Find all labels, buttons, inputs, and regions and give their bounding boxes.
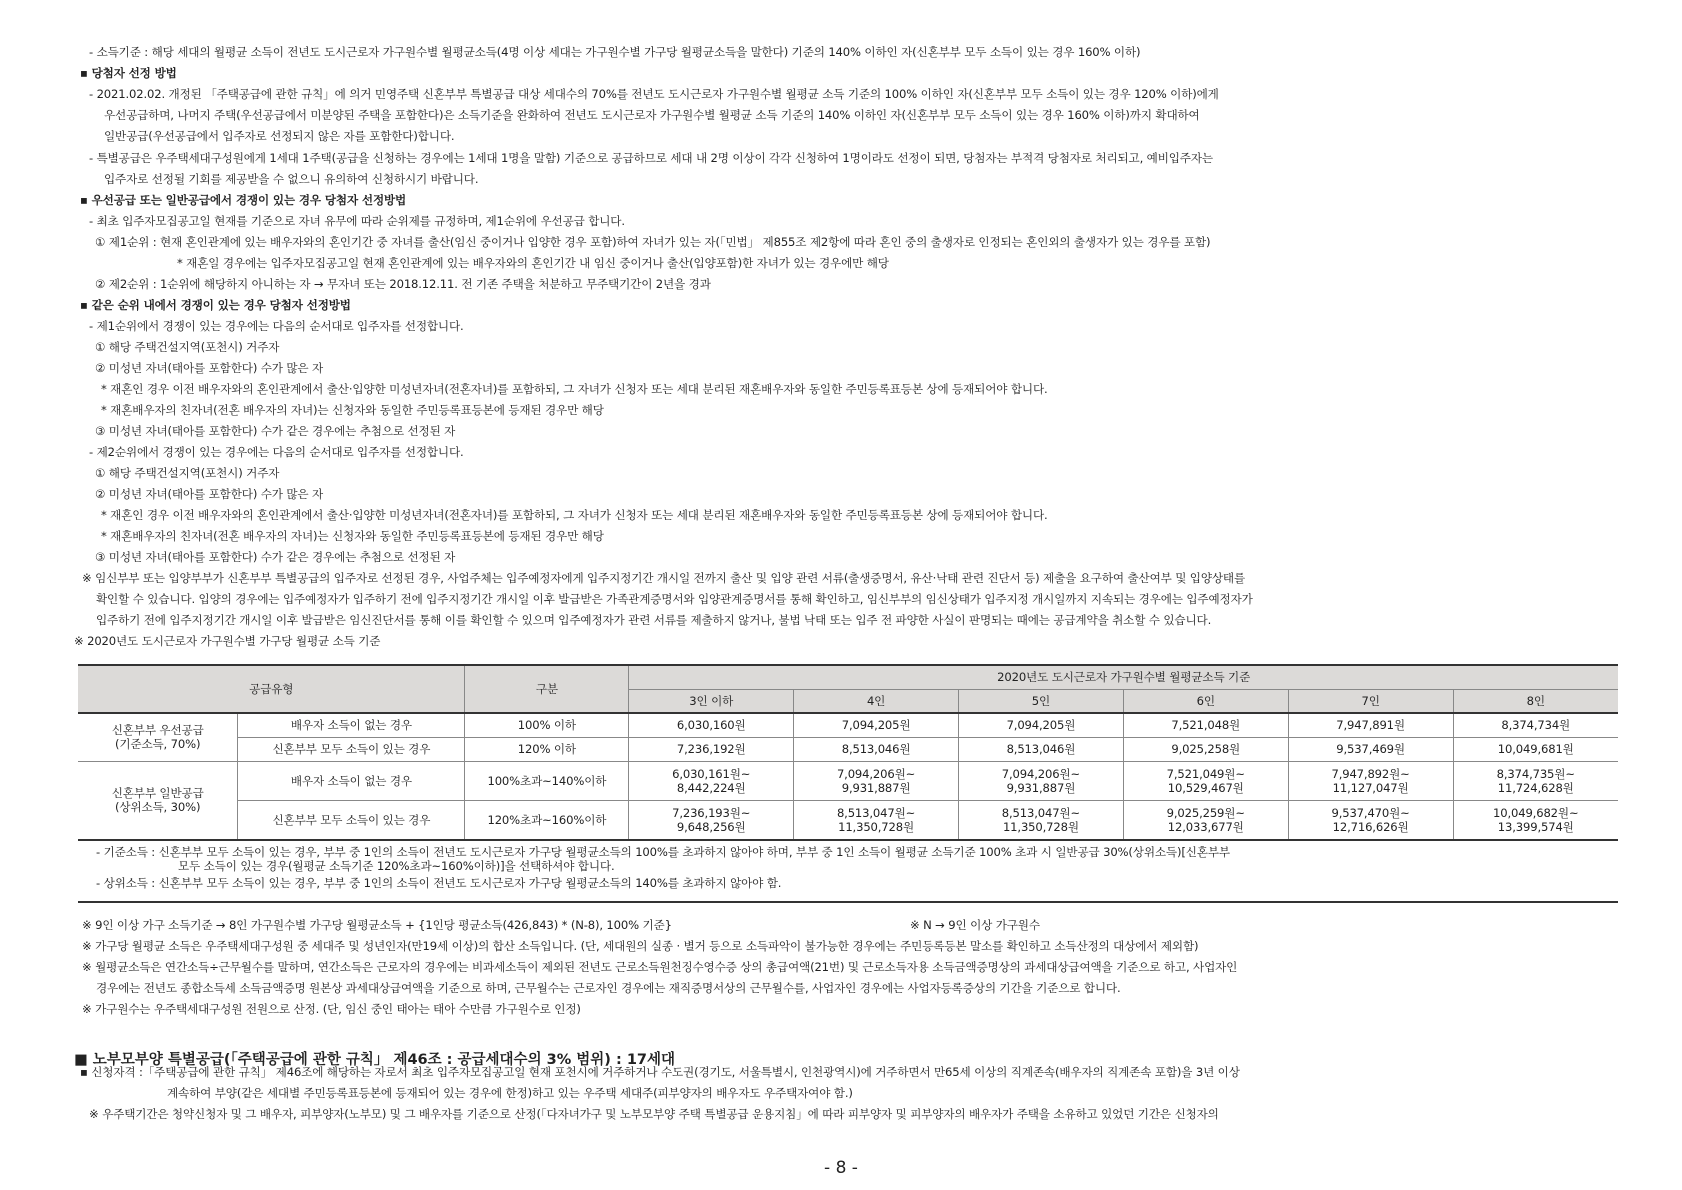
section-heading: ▪ 같은 순위 내에서 경쟁이 있는 경우 당첨자 선정방법	[80, 298, 351, 312]
text-line: ① 해당 주택건설지역(포천시) 거주자	[95, 340, 280, 354]
supply-group-name: 신혼부부 일반공급	[111, 786, 204, 801]
division: 120% 이하	[465, 737, 629, 761]
income-value: 10,049,682원~	[1493, 805, 1579, 820]
sub-type: 배우자 소득이 없는 경우	[238, 761, 465, 800]
text-line: - 제1순위에서 경쟁이 있는 경우에는 다음의 순서대로 입주자를 선정합니다.	[89, 319, 464, 333]
income-cell	[629, 800, 794, 840]
income-value: 8,442,224원	[676, 780, 746, 795]
text-line: - 2021.02.02. 개정된 「주택공급에 관한 규칙」에 의거 민영주택 신혼부부 특별공급 대상 세대수의 70%를 전년도 도시근로자 가구원수별 월평균 소득 기준의 100% 이하인 자(신혼부부 모두 소득이 있는 경우 120% 이하)에게	[89, 87, 1219, 101]
section-heading: ▪ 우선공급 또는 일반공급에서 경쟁이 있는 경우 당첨자 선정방법	[80, 193, 407, 207]
header-col-3: 3인 이하	[629, 689, 794, 713]
income-value: 7,094,205원	[1006, 718, 1076, 733]
sub-type: 신혼부부 모두 소득이 있는 경우	[238, 800, 465, 840]
text-line: * 재혼인 경우 이전 배우자와의 혼인관계에서 출산·입양한 미성년자녀(전혼자녀)를 포함하되, 그 자녀가 신청자 또는 세대 분리된 재혼배우자와 동일한 주민등록표등본 상에 등재되어야 합니다.	[101, 382, 1048, 396]
text-line: ※ 우주택기간은 청약신청자 및 그 배우자, 피부양자(노부모) 및 그 배우자를 기준으로 산정(「다자녀가구 및 노부모부양 주택 특별공급 운용지침」에 따라 피부양자 및 피부양자의 배우자가 주택을 소유하고 있었던 기간은 신청자의	[89, 1107, 1219, 1121]
section-title: ■ 노부모부양 특별공급(「주택공급에 관한 규칙」 제46조 : 공급세대수의 3% 범위) : 17세대	[74, 1052, 676, 1068]
header-division: 구분	[465, 665, 629, 713]
text-line: - 소득기준 : 해당 세대의 월평균 소득이 전년도 도시근로자 가구원수별 월평균소득(4명 이상 세대는 가구원수별 가구당 월평균소득을 말한다) 기준의 140% 이하인 자(신혼부부 모두 소득이 있는 경우 160% 이하)	[89, 45, 1141, 59]
supply-group-label	[78, 713, 238, 761]
supply-group-label	[78, 761, 238, 840]
income-value: 7,521,049원~	[1166, 766, 1245, 781]
income-cell	[1288, 800, 1453, 840]
text-line: ③ 미성년 자녀(태아를 포함한다) 수가 같은 경우에는 추첨으로 선정된 자	[95, 424, 456, 438]
text-line: 입주자로 선정될 기회를 제공받을 수 없으니 유의하여 신청하시기 바랍니다.	[104, 172, 479, 186]
text-line: ▪ 신청자격 :「주택공급에 관한 규칙」 제46조에 해당하는 자로서 최초 입주자모집공고일 현재 포천시에 거주하거나 수도권(경기도, 서울특별시, 인천광역시)에 거주하면서 만65세 이상의 직계존속(배우자의 직계존속 포함)을 3년 이상	[80, 1065, 1240, 1079]
section-heading: ▪ 당첨자 선정 방법	[80, 66, 177, 80]
income-value: 7,521,048원	[1171, 718, 1241, 733]
header-supply-type: 공급유형	[78, 665, 465, 713]
text-line: 일반공급(우선공급에서 입주자로 선정되지 않은 자를 포함한다)합니다.	[104, 129, 455, 143]
income-value: 7,947,891원	[1336, 718, 1405, 733]
supply-group-ratio: (상위소득, 30%)	[114, 800, 201, 815]
income-value: 10,049,681원	[1497, 742, 1574, 756]
table-row	[78, 761, 1618, 800]
text-line: * 재혼배우자의 친자녀(전혼 배우자의 자녀)는 신청자와 동일한 주민등록표등본에 등재된 경우만 해당	[101, 529, 604, 543]
table-row	[78, 713, 1618, 737]
income-cell	[1453, 713, 1618, 737]
income-cell	[794, 737, 959, 761]
division: 100% 이하	[465, 713, 629, 737]
income-cell	[1288, 761, 1453, 800]
income-value: 9,931,887원	[841, 780, 911, 795]
income-cell	[794, 800, 959, 840]
income-value: 9,648,256원	[676, 819, 746, 834]
income-value: 9,537,470원~	[1331, 805, 1410, 820]
text-line: ※ 가구원수는 우주택세대구성원 전원으로 산정. (단, 임신 중인 태아는 태아 수만큼 가구원수로 인정)	[82, 1002, 581, 1016]
text-line: * 재혼배우자의 친자녀(전혼 배우자의 자녀)는 신청자와 동일한 주민등록표등본에 등재된 경우만 해당	[101, 403, 604, 417]
header-col-4: 4인	[794, 689, 959, 713]
text-line: ② 제2순위 : 1순위에 해당하지 아니하는 자 → 무자녀 또는 2018.12.11. 전 기존 주택을 처분하고 무주택기간이 2년을 경과	[95, 277, 711, 291]
table-row	[78, 800, 1618, 840]
header-income-group: 2020년도 도시근로자 가구원수별 월평균소득 기준	[629, 665, 1618, 689]
supply-group-name: 신혼부부 우선공급	[111, 723, 204, 738]
income-cell	[629, 737, 794, 761]
page-number: - 8 -	[824, 1158, 858, 1178]
income-cell	[629, 713, 794, 737]
income-cell	[1288, 737, 1453, 761]
income-value: 8,513,046원	[841, 742, 911, 756]
table-note: - 기준소득 : 신혼부부 모두 소득이 있는 경우, 부부 중 1인의 소득이 전년도 도시근로자 가구당 월평균소득의 100%를 초과하지 않아야 하며, 부부 중 1인 소득이 월평균 소득기준 100% 초과 시 일반공급 30%(상위소득)[신혼부부	[96, 845, 1230, 859]
supply-group-ratio: (기준소득, 70%)	[114, 737, 201, 752]
text-line: ※ 가구당 월평균 소득은 우주택세대구성원 중 세대주 및 성년인자(만19세 이상)의 합산 소득입니다. (단, 세대원의 실종 · 별거 등으로 소득파악이 불가능한 경우에는 주민등록등본 말소를 확인하고 소득산정의 대상에서 제외함)	[82, 939, 1199, 953]
text-line: - 최초 입주자모집공고일 현재를 기준으로 자녀 유무에 따라 순위제를 규정하며, 제1순위에 우선공급 합니다.	[89, 214, 625, 228]
income-value: 11,350,728원	[1002, 819, 1079, 834]
income-cell	[959, 800, 1124, 840]
text-line: 경우에는 전년도 종합소득세 소득금액증명 원본상 과세대상급여액을 기준으로 하며, 근무월수는 근로자인 경우에는 재직증명서상의 근무월수를, 사업자인 경우에는 사업자등록증상의 기간을 기준으로 합니다.	[96, 981, 1121, 995]
header-col-6: 6인	[1123, 689, 1288, 713]
income-cell	[1453, 737, 1618, 761]
text-line: 계속하여 부양(같은 세대별 주민등록표등본에 등재되어 있는 경우에 한정)하고 있는 우주택 세대주(피부양자의 배우자도 우주택자여야 함.)	[167, 1086, 853, 1100]
income-cell	[1123, 761, 1288, 800]
income-table	[78, 664, 1618, 841]
income-value: 7,236,193원~	[672, 805, 751, 820]
text-line: ① 제1순위 : 현재 혼인관계에 있는 배우자와의 혼인기간 중 자녀를 출산(임신 중이거나 입양한 경우 포함)하여 자녀가 있는 자(「민법」 제855조 제2항에 따라 혼인 중의 출생자로 인정되는 혼인외의 출생자가 있는 경우를 포함)	[95, 235, 1211, 249]
income-value: 9,931,887원	[1006, 780, 1076, 795]
text-line: ※ 월평균소득은 연간소득÷근무월수를 말하며, 연간소득은 근로자의 경우에는 비과세소득이 제외된 전년도 근로소득원천징수영수증 상의 총급여액(21번) 및 근로소득자용 소득금액증명상의 과세대상급여액을 기준으로 하고, 사업자인	[82, 960, 1238, 974]
income-value: 6,030,161원~	[672, 766, 751, 781]
text-line: ※ 임신부부 또는 입양부부가 신혼부부 특별공급의 입주자로 선정된 경우, 사업주체는 입주예정자에게 입주지정기간 개시일 전까지 출산 및 입양 관련 서류(출생증명서, 유산·낙태 관련 진단서 등) 제출을 요구하여 출산여부 및 입양상태를	[82, 571, 1246, 585]
income-cell	[959, 713, 1124, 737]
income-cell	[1123, 713, 1288, 737]
table-note: - 상위소득 : 신혼부부 모두 소득이 있는 경우, 부부 중 1인의 소득이 전년도 도시근로자 가구당 월평균소득의 140%를 초과하지 않아야 함.	[96, 876, 782, 890]
text-line: 우선공급하며, 나머지 주택(우선공급에서 미분양된 주택을 포함한다)은 소득기준을 완화하여 전년도 도시근로자 가구원수별 월평균 소득 기준의 140% 이하인 자(신혼부부 모두 소득이 있는 경우 160% 이하)까지 확대하여	[104, 108, 1200, 122]
income-cell	[1453, 800, 1618, 840]
text-line: ① 해당 주택건설지역(포천시) 거주자	[95, 466, 280, 480]
income-value: 7,947,892원~	[1331, 766, 1410, 781]
text-line: 입주하기 전에 입주지정기간 개시일 이후 발급받은 임신진단서를 통해 이를 확인할 수 있으며 입주예정자가 관련 서류를 제출하지 않거나, 불법 낙태 또는 입주 전 파양한 사실이 판명되는 때에는 공급계약을 취소할 수 있습니다.	[96, 613, 1212, 627]
income-value: 12,716,626원	[1332, 819, 1409, 834]
text-line: ※ 2020년도 도시근로자 가구원수별 가구당 월평균 소득 기준	[74, 634, 381, 648]
income-value: 11,127,047원	[1332, 780, 1409, 795]
income-value: 12,033,677원	[1167, 819, 1244, 834]
income-cell	[1123, 800, 1288, 840]
income-value: 7,094,206원~	[1001, 766, 1081, 781]
text-line: ※ N → 9인 이상 가구원수	[910, 918, 1040, 932]
income-value: 11,724,628원	[1497, 780, 1574, 795]
income-value: 7,094,206원~	[836, 766, 916, 781]
text-line: * 재혼인 경우 이전 배우자와의 혼인관계에서 출산·입양한 미성년자녀(전혼자녀)를 포함하되, 그 자녀가 신청자 또는 세대 분리된 재혼배우자와 동일한 주민등록표등본 상에 등재되어야 합니다.	[101, 508, 1048, 522]
income-value: 7,236,192원	[676, 742, 746, 756]
income-value: 7,094,205원	[841, 718, 911, 733]
income-value: 10,529,467원	[1167, 780, 1244, 795]
income-cell	[1453, 761, 1618, 800]
text-line: 확인할 수 있습니다. 입양의 경우에는 입주예정자가 입주하기 전에 입주지정기간 개시일 이후 발급받은 가족관계증명서와 입양관계증명서를 통해 확인하고, 임신부부의 임신상태가 입주지정 개시일까지 지속되는 경우에는 입주예정자가	[96, 592, 1253, 606]
income-value: 6,030,160원	[676, 718, 746, 733]
sub-type: 배우자 소득이 없는 경우	[238, 713, 465, 737]
text-line: - 특별공급은 우주택세대구성원에게 1세대 1주택(공급을 신청하는 경우에는 1세대 1명을 말함) 기준으로 공급하므로 세대 내 2명 이상이 각각 신청하여 1명이라도 선정이 되면, 당첨자는 부적격 당첨자로 처리되고, 예비입주자는	[89, 151, 1213, 165]
text-line: ③ 미성년 자녀(태아를 포함한다) 수가 같은 경우에는 추첨으로 선정된 자	[95, 550, 456, 564]
header-col-5: 5인	[959, 689, 1124, 713]
income-value: 8,374,734원	[1501, 718, 1571, 733]
income-value: 9,537,469원	[1336, 742, 1405, 756]
income-value: 9,025,259원~	[1166, 805, 1245, 820]
income-cell	[794, 761, 959, 800]
income-value: 8,513,047원~	[1001, 805, 1081, 820]
income-value: 11,350,728원	[838, 819, 915, 834]
text-line: - 제2순위에서 경쟁이 있는 경우에는 다음의 순서대로 입주자를 선정합니다.	[89, 445, 464, 459]
table-row	[78, 737, 1618, 761]
text-line: ※ 9인 이상 가구 소득기준 → 8인 가구원수별 가구당 월평균소득 + {1인당 평균소득(426,843) * (N-8), 100% 기준}	[82, 918, 672, 932]
text-line: * 재혼일 경우에는 입주자모집공고일 현재 혼인관계에 있는 배우자와의 혼인기간 내 임신 중이거나 출산(입양포함)한 자녀가 있는 경우에만 해당	[177, 256, 889, 270]
income-value: 13,399,574원	[1497, 819, 1574, 834]
text-line: ② 미성년 자녀(태아를 포함한다) 수가 많은 자	[95, 361, 324, 375]
income-cell	[959, 761, 1124, 800]
income-cell	[629, 761, 794, 800]
division: 120%초과~160%이하	[465, 800, 629, 840]
income-value: 9,025,258원	[1171, 742, 1241, 756]
income-value: 8,374,735원~	[1496, 766, 1575, 781]
header-col-8: 8인	[1453, 689, 1618, 713]
table-note: 모두 소득이 있는 경우(월평균 소득기준 120%초과~160%이하)]을 선택하셔야 합니다.	[178, 859, 615, 873]
header-col-7: 7인	[1288, 689, 1453, 713]
income-value: 8,513,047원~	[836, 805, 916, 820]
income-cell	[1123, 737, 1288, 761]
income-cell	[959, 737, 1124, 761]
income-cell	[794, 713, 959, 737]
division: 100%초과~140%이하	[465, 761, 629, 800]
income-value: 8,513,046원	[1006, 742, 1076, 756]
sub-type: 신혼부부 모두 소득이 있는 경우	[238, 737, 465, 761]
text-line: ② 미성년 자녀(태아를 포함한다) 수가 많은 자	[95, 487, 324, 501]
income-cell	[1288, 713, 1453, 737]
notes-divider	[78, 901, 1618, 903]
